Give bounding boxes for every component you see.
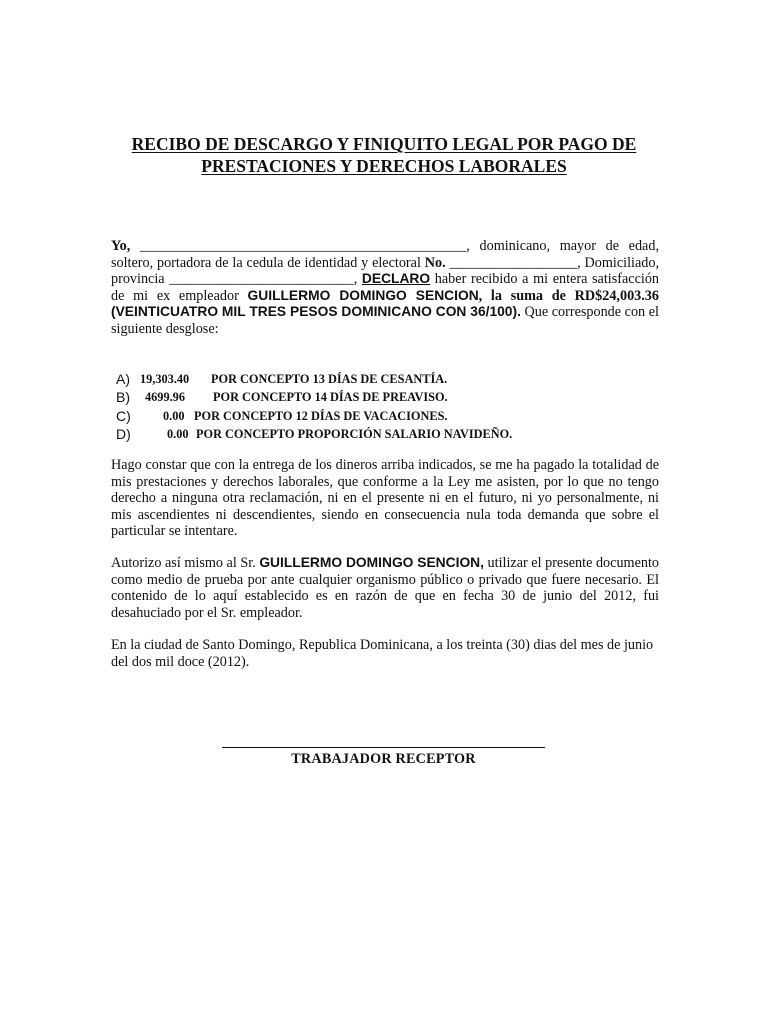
authorization-text-1: Autorizo así mismo al Sr. (111, 555, 260, 571)
title-line-2: PRESTACIONES Y DERECHOS LABORALES (201, 156, 567, 176)
declaration-text-1: , dominicano, mayor de edad, soltero, portadora de la cedula de identidad y electoral (111, 238, 659, 271)
employer-name: GUILLERMO DOMINGO SENCION (247, 287, 479, 303)
item-description: POR CONCEPTO 14 DÍAS DE PREAVISO. (213, 390, 448, 405)
declaration-text-4: haber recibido a mi entera satisfacción de mi ex empleador (111, 271, 660, 304)
name-blank: ______________________________________________ (139, 238, 467, 254)
declaro-label: DECLARO (361, 271, 431, 286)
signature-label: TRABAJADOR RECEPTOR (291, 751, 476, 767)
signature-block (222, 736, 545, 768)
declaration-text-2: , Domiciliado, provincia (111, 254, 659, 287)
item-amount: 0.00 (167, 426, 189, 441)
authorization-paragraph (111, 555, 659, 621)
document-title (100, 133, 668, 177)
declaration-text-3: , (353, 271, 362, 287)
breakdown-list (116, 370, 676, 443)
place-date-paragraph: En la ciudad de Santo Domingo, Republica Dominicana, a los treinta (30) dias del mes de junio del dos mil doce (2012). (111, 637, 654, 670)
item-description: POR CONCEPTO PROPORCIÓN SALARIO NAVIDEÑO. (196, 426, 513, 441)
item-amount: 4699.96 (145, 390, 185, 405)
yo-label: Yo, (111, 238, 131, 254)
amount-phrase: , la suma de RD$24,003.36 (478, 287, 659, 304)
item-description: POR CONCEPTO 12 DÍAS DE VACACIONES. (194, 408, 448, 423)
item-description: POR CONCEPTO 13 DÍAS DE CESANTÍA. (211, 372, 448, 386)
item-amount: 0.00 (163, 408, 185, 423)
declaration-paragraph (111, 238, 659, 337)
title-line-1: RECIBO DE DESCARGO Y FINIQUITO LEGAL POR PAGO DE (131, 134, 637, 154)
item-letter: A) (116, 371, 130, 387)
list-item (116, 407, 676, 425)
list-item (116, 425, 676, 443)
id-blank: __________________ (445, 254, 578, 271)
item-letter: C) (116, 407, 131, 424)
amount-in-words: (VEINTICUATRO MIL TRES PESOS DOMINICANO CON 36/100). (111, 304, 521, 319)
authorization-text-2: utilizar el presente documento como medio de prueba por ante cualquier organismo público o privado que fuere necesario. El contenido de lo aquí establecido es en razón de que en fecha 30 de junio del 2012, fui desahuciado por el Sr. empleador. (111, 555, 659, 621)
settlement-paragraph: Hago constar que con la entrega de los dineros arriba indicados, se me ha pagado la totalidad de mis prestaciones y derechos laborales, que conforme a la Ley me asisten, por lo que no tengo derecho a ninguna otra reclamación, ni en el presente ni en el futuro, ni yo personalmente, ni mis ascendientes ni descendientes, siendo en consecuencia nula toda demanda que sobre el particular se intentare. (111, 457, 659, 539)
province-blank: __________________________ (169, 271, 354, 287)
id-number-label: No. (424, 254, 446, 271)
item-letter: D) (116, 425, 131, 442)
authorized-name: GUILLERMO DOMINGO SENCION, (259, 555, 484, 570)
item-letter: B) (116, 389, 130, 406)
list-item (116, 388, 676, 406)
item-amount: 19,303.40 (140, 372, 190, 386)
signature-line (222, 747, 545, 748)
list-item (116, 370, 676, 388)
declaration-text-5: Que corresponde con el siguiente desglose: (111, 304, 659, 337)
